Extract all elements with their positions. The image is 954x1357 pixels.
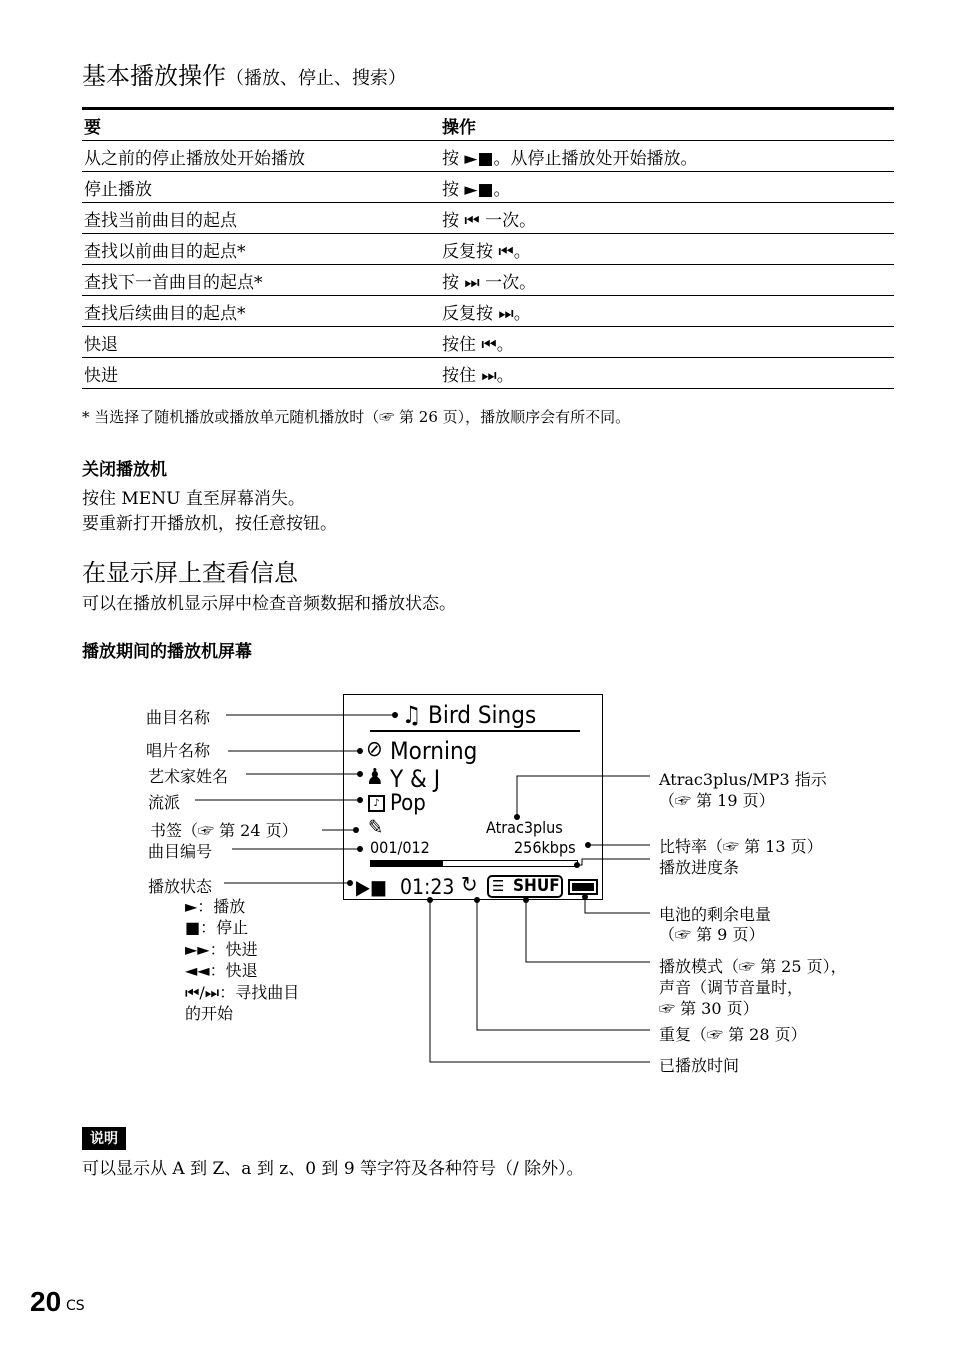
- note-badge: 说明: [82, 1127, 126, 1150]
- label-battery-ref: （☞ 第 9 页）: [659, 925, 765, 944]
- note-icon: ♫: [402, 701, 422, 729]
- row-operation: 反复按 ⏮。: [440, 234, 894, 265]
- repeat-icon: ↻: [461, 873, 478, 898]
- display-heading: 在显示屏上查看信息: [82, 559, 298, 587]
- row-operation: 按住 ⏮。: [440, 327, 894, 358]
- label-genre: 流派: [148, 793, 181, 812]
- label-status-seek: ⏮/⏭：寻找曲目: [185, 983, 300, 1002]
- row-goal: 查找后续曲目的起点*: [82, 296, 440, 327]
- lcd-elapsed-time: 01:23: [400, 875, 455, 899]
- label-bitrate: 比特率（☞ 第 13 页）: [659, 837, 823, 856]
- row-goal: 快进: [82, 358, 440, 389]
- label-track-name: 曲目名称: [146, 708, 211, 727]
- label-battery: 电池的剩余电量: [659, 905, 772, 924]
- power-off-heading: 关闭播放机: [82, 460, 167, 480]
- label-play-status: 播放状态: [148, 877, 213, 896]
- artist-icon: ♟: [366, 765, 384, 790]
- label-status-rew: ◄◄：快退: [185, 961, 258, 980]
- row-operation: 反复按 ⏭。: [440, 296, 894, 327]
- play-status-icon: ▶■: [356, 875, 387, 899]
- lcd-play-mode: SHUF: [513, 876, 560, 896]
- row-operation: 按 ►■。: [440, 172, 894, 203]
- row-goal: 查找下一首曲目的起点*: [82, 265, 440, 296]
- footnote: * 当选择了随机播放或播放单元随机播放时（☞ 第 26 页），播放顺序会有所不同。: [82, 408, 631, 426]
- player-screen: [343, 694, 603, 900]
- label-status-play: ►：播放: [185, 897, 246, 916]
- row-operation: 按 ►■。从停止播放处开始播放。: [440, 141, 894, 172]
- album-icon: ⊘: [366, 737, 383, 762]
- label-play-mode: 播放模式（☞ 第 25 页），: [659, 957, 847, 976]
- label-elapsed: 已播放时间: [659, 1056, 740, 1075]
- mode-box: [487, 875, 563, 898]
- row-operation: 按 ⏭ 一次。: [440, 265, 894, 296]
- row-goal: 查找当前曲目的起点: [82, 203, 440, 234]
- lcd-genre: Pop: [390, 791, 426, 816]
- row-operation: 按 ⏮ 一次。: [440, 203, 894, 234]
- display-subheading: 播放期间的播放机屏幕: [82, 642, 252, 662]
- genre-icon: ♪: [368, 795, 385, 812]
- power-off-line-2: 要重新打开播放机，按任意按钮。: [82, 514, 337, 534]
- page-number: 20: [30, 1286, 62, 1317]
- table-header-goal: 要: [82, 109, 440, 141]
- power-off-line-1: 按住 MENU 直至屏幕消失。: [82, 489, 305, 509]
- label-progress: 播放进度条: [659, 858, 740, 877]
- bookmark-icon: ✎: [368, 815, 384, 839]
- battery-icon: [568, 879, 598, 895]
- lcd-track-number: 001/012: [370, 838, 430, 857]
- table-header-operation: 操作: [440, 109, 894, 141]
- label-album-name: 唱片名称: [146, 741, 211, 760]
- label-status-seek-cont: 的开始: [185, 1004, 234, 1023]
- label-status-ff: ►►：快进: [185, 940, 258, 959]
- lcd-codec: Atrac3plus: [486, 818, 563, 837]
- lcd-album-name: Morning: [390, 737, 478, 765]
- progress-fill: [371, 861, 443, 866]
- progress-bar: [370, 860, 578, 867]
- label-status-stop: ■：停止: [185, 918, 249, 937]
- page-suffix: CS: [66, 1298, 85, 1314]
- label-sound-ref: ☞ 第 30 页）: [659, 999, 759, 1018]
- note-text: 可以显示从 A 到 Z、a 到 z、0 到 9 等字符及各种符号（/ 除外）。: [82, 1159, 584, 1179]
- label-codec-ref: （☞ 第 19 页）: [659, 791, 775, 810]
- lcd-bitrate: 256kbps: [514, 838, 576, 857]
- title-underline: [370, 730, 580, 732]
- row-goal: 查找以前曲目的起点*: [82, 234, 440, 265]
- row-goal: 从之前的停止播放处开始播放: [82, 141, 440, 172]
- label-bookmark: 书签（☞ 第 24 页）: [150, 821, 298, 840]
- section-title-main: 基本播放操作: [82, 62, 226, 90]
- lcd-artist-name: Y & J: [390, 765, 441, 793]
- section-title-sub: （播放、停止、搜索）: [226, 68, 406, 89]
- list-icon: ☰: [492, 877, 505, 895]
- label-track-number: 曲目编号: [148, 842, 213, 861]
- label-artist-name: 艺术家姓名: [148, 767, 229, 786]
- label-repeat: 重复（☞ 第 28 页）: [659, 1025, 807, 1044]
- row-operation: 按住 ⏭。: [440, 358, 894, 389]
- label-sound: 声音（调节音量时，: [659, 978, 804, 997]
- label-codec: Atrac3plus/MP3 指示: [659, 770, 827, 789]
- lcd-track-name: Bird Sings: [428, 701, 537, 729]
- display-description: 可以在播放机显示屏中检查音频数据和播放状态。: [82, 594, 456, 614]
- row-goal: 停止播放: [82, 172, 440, 203]
- row-goal: 快退: [82, 327, 440, 358]
